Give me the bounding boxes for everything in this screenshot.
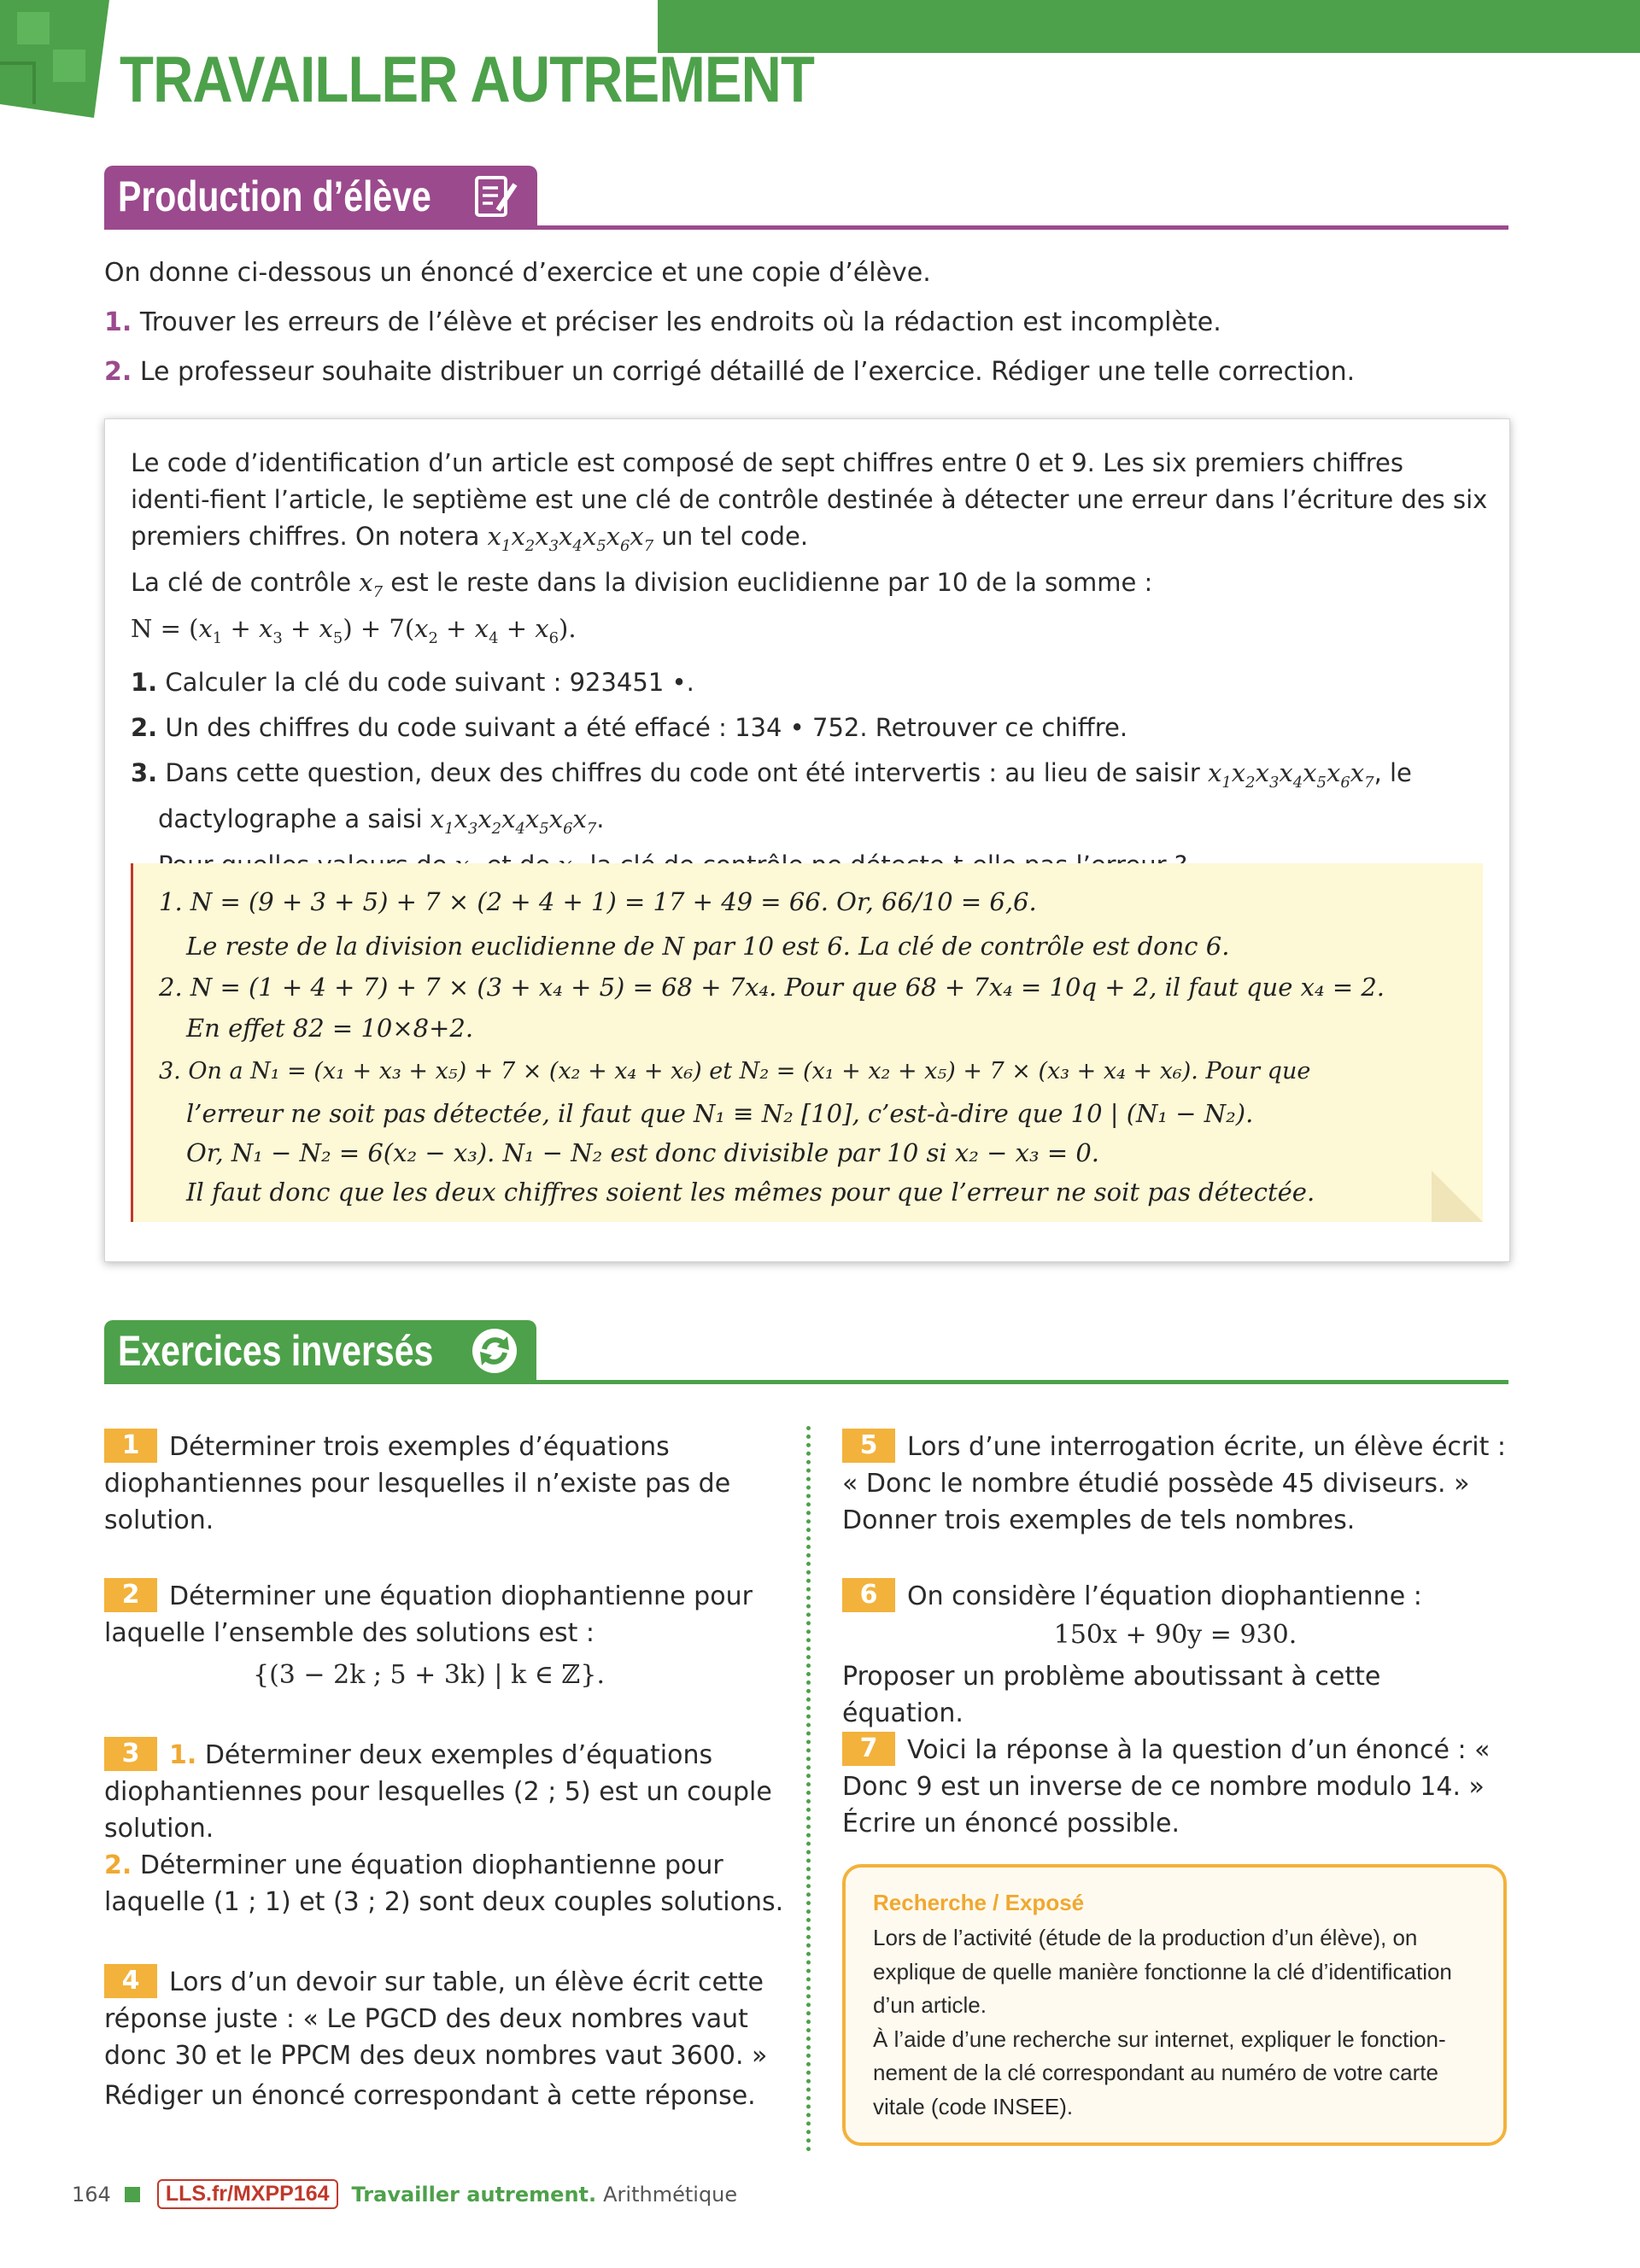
- inverse-tag: [104, 1320, 536, 1382]
- exercise-number-5: 5: [842, 1429, 895, 1463]
- question-2: 2. Un des chiffres du code suivant a été effacé : 134 • 752. Retrouver ce chiffre.: [131, 713, 1128, 743]
- exercise-3: 3 1. Déterminer deux exemples d’équations diophantiennes pour lesquelles (2 ; 5) est un couple solution. 2. Déterminer une équation diophantienne pour laquelle (1 ; 1) et (3 ; 2) sont deux couples solutions.: [104, 1739, 784, 1917]
- exercise-4: 4 Lors d’un devoir sur table, un élève écrit cette réponse juste : « Le PGCD des deux nombres vaut donc 30 et le PPCM des deux nombres vaut 3600. » Rédiger un énoncé correspondant à cette réponse.: [104, 1966, 768, 2111]
- exercise-number-4: 4: [104, 1964, 157, 1998]
- footer-subject: Arithmétique: [603, 2182, 738, 2207]
- student-line-8: Il faut donc que les deux chiffres soient les mêmes pour que l’erreur ne soit pas détectée.: [186, 1178, 1315, 1207]
- page-fold: [1432, 1171, 1483, 1222]
- statement-paragraph-1: Le code d’identification d’un article est composé de sept chiffres entre 0 et 9. Les six premiers chiffres identi-fient l’article, le septième est une clé de contrôle destinée à détecter une erreur dans l’écriture des six premiers chiffres. On notera $x_1x_2x_3x_4x_5x_6x_7$ un tel code.: [131, 448, 1488, 555]
- production-intro: [104, 258, 1505, 406]
- exercise-5: 5 Lors d’une interrogation écrite, un élève écrit : « Donc le nombre étudié possède 45 diviseurs. » Donner trois exemples de tels nombres.: [842, 1430, 1506, 1535]
- exercise-1: 1 Déterminer trois exemples d’équations diophantiennes pour lesquelles il n’existe pas de solution.: [104, 1430, 731, 1535]
- production-tag: [104, 166, 537, 227]
- inverse-tag-label: Exercices inversés: [118, 1327, 434, 1375]
- sum-formula: $N = (x_1 + x_3 + x_5) + 7(x_2 + x_4 + x_6)$.: [131, 613, 577, 647]
- corner-decoration: [0, 0, 115, 120]
- resource-link[interactable]: LLS.fr/MXPP164: [157, 2179, 338, 2209]
- student-line-4: En effet 82 = 10×8+2.: [186, 1014, 474, 1043]
- exercise-number-7: 7: [842, 1732, 895, 1766]
- student-line-2: Le reste de la division euclidienne de N par 10 est 6. La clé de contrôle est donc 6.: [186, 932, 1230, 961]
- production-divider: [104, 225, 1508, 230]
- question-1: 1. Calculer la clé du code suivant : 923451 •.: [131, 668, 694, 698]
- exercise-7: 7 Voici la réponse à la question d’un énoncé : « Donc 9 est un inverse de ce nombre modulo 14. » Écrire un énoncé possible.: [842, 1733, 1491, 1838]
- student-copy: [131, 863, 1483, 1222]
- inverse-divider: [104, 1380, 1508, 1384]
- equation-formula: 150x + 90y = 930.: [1053, 1620, 1297, 1650]
- exercise-statement: [131, 445, 1489, 893]
- research-title: Recherche / Exposé: [873, 1890, 1085, 1915]
- statement-paragraph-2: La clé de contrôle $x_7$ est le reste dans la division euclidienne par 10 de la somme :: [131, 567, 1153, 601]
- document-pen-icon: [472, 172, 520, 220]
- page-footer: [72, 2179, 737, 2209]
- student-line-5: 3. On a N₁ = (x₁ + x₃ + x₅) + 7 × (x₂ + x₄ + x₆) et N₂ = (x₁ + x₂ + x₅) + 7 × (x₃ + x₄ + x₆). Pour que: [159, 1058, 1311, 1084]
- exercise-number-3: 3: [104, 1737, 157, 1771]
- production-tag-label: Production d’élève: [118, 172, 431, 220]
- exercise-6: 6 On considère l’équation diophantienne : 150x + 90y = 930. Proposer un problème aboutissant à cette équation.: [842, 1578, 1508, 1732]
- question-3: 3. Dans cette question, deux des chiffres du code ont été intervertis : au lieu de saisir $x_1x_2x_3x_4x_5x_6x_7$, le dactylographe a saisi $x_1x_3x_2x_4x_5x_6x_7$.: [131, 758, 1412, 838]
- research-paragraph-1: Lors de l’activité (étude de la production d’un élève), on explique de quelle manière fonctionne la clé d’identification d’un article.: [873, 1925, 1452, 2018]
- exercise-statement-box: [104, 418, 1510, 1262]
- exercise-number-1: 1: [104, 1429, 157, 1463]
- footer-square: [125, 2187, 140, 2202]
- student-line-3: 2. N = (1 + 4 + 7) + 7 × (3 + x₄ + 5) = 68 + 7x₄. Pour que 68 + 7x₄ = 10q + 2, il faut que x₄ = 2.: [159, 973, 1385, 1002]
- student-line-1: 1. N = (9 + 3 + 5) + 7 × (2 + 4 + 1) = 17 + 49 = 66. Or, 66/10 = 6,6.: [159, 887, 1037, 916]
- footer-chapter: Travailler autrement.: [351, 2182, 597, 2207]
- exercise-number-6: 6: [842, 1578, 895, 1612]
- student-line-7: Or, N₁ − N₂ = 6(x₂ − x₃). N₁ − N₂ est donc divisible par 10 si x₂ − x₃ = 0.: [186, 1138, 1100, 1167]
- intro-item-2: 2. Le professeur souhaite distribuer un corrigé détaillé de l’exercice. Rédiger une telle correction.: [104, 357, 1356, 387]
- exercise-2: 2 Déterminer une équation diophantienne pour laquelle l’ensemble des solutions est : {(3 − 2k ; 5 + 3k) | k ∈ ℤ}.: [104, 1578, 753, 1693]
- production-section-header: [104, 166, 537, 227]
- cycle-arrows-icon: [470, 1326, 519, 1376]
- exercise-number-2: 2: [104, 1578, 157, 1612]
- solution-set-formula: {(3 − 2k ; 5 + 3k) | k ∈ ℤ}.: [253, 1660, 605, 1690]
- intro-item-1: 1. Trouver les erreurs de l’élève et préciser les endroits où la rédaction est incomplète.: [104, 307, 1221, 337]
- research-box: [842, 1864, 1507, 2146]
- student-line-6: l’erreur ne soit pas détectée, il faut que N₁ ≡ N₂ [10], c’est-à-dire que 10 | (N₁ − N₂).: [186, 1099, 1254, 1128]
- page-number: 164: [72, 2182, 111, 2207]
- research-paragraph-2: À l’aide d’une recherche sur internet, expliquer le fonction-nement de la clé correspondant au numéro de votre carte vitale (code INSEE).: [873, 2025, 1446, 2119]
- column-separator: [806, 1426, 811, 2152]
- code-notation: $x_1x_2x_3x_4x_5x_6x_7$: [487, 522, 654, 555]
- page-title: TRAVAILLER AUTREMENT: [120, 44, 815, 116]
- inverse-section-header: [104, 1320, 536, 1382]
- intro-text: On donne ci-dessous un énoncé d’exercice et une copie d’élève.: [104, 258, 931, 288]
